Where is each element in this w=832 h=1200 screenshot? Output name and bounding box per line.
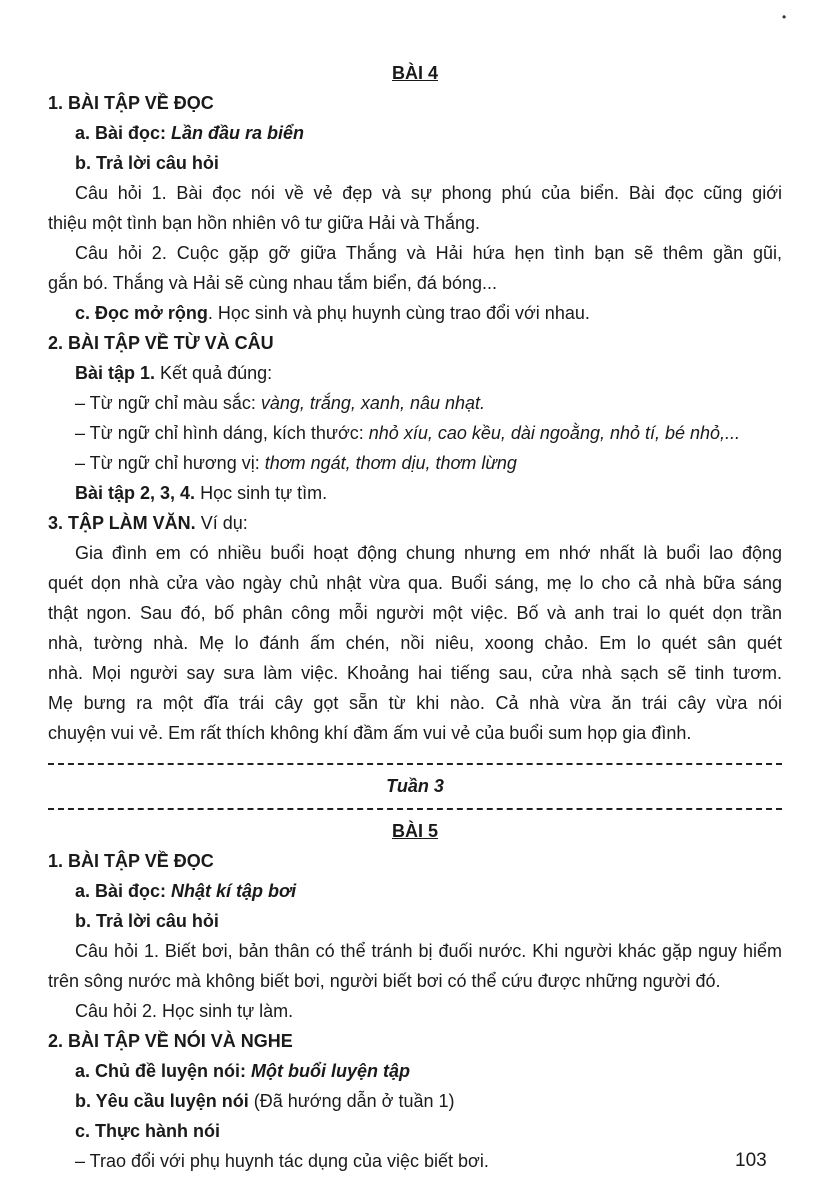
lesson-title	[48, 816, 782, 846]
text-segment: Học sinh tự tìm.	[195, 483, 328, 503]
page-number: 103	[735, 1150, 767, 1171]
paragraph-line: Mẹ bưng ra một đĩa trái cây gọt sẵn từ khi nào. Cả nhà vừa ăn trái cây vừa nói	[48, 693, 782, 713]
text-segment: – Từ ngữ chỉ hương vị:	[75, 453, 265, 473]
section-item	[48, 298, 782, 328]
section-heading	[48, 328, 782, 358]
text-segment: 2. BÀI TẬP VỀ NÓI VÀ NGHE	[48, 1031, 293, 1051]
section-heading	[48, 846, 782, 876]
paragraph-line: chuyện vui vẻ. Em rất thích không khí đầm ấm vui vẻ của buổi sum họp gia đình.	[48, 723, 692, 743]
section-heading	[48, 88, 782, 118]
paragraph-line: thật ngon. Sau đó, bố phân công mỗi người một việc. Bố và anh trai lo quét dọn trần	[48, 603, 782, 623]
text-segment: Kết quả đúng:	[155, 363, 273, 383]
text-segment: c. Thực hành nói	[75, 1121, 221, 1141]
text-segment: 1. BÀI TẬP VỀ ĐỌC	[48, 93, 214, 113]
section-item	[48, 876, 782, 906]
text-segment: thơm ngát, thơm dịu, thơm lừng	[264, 453, 517, 473]
text-segment: nhỏ xíu, cao kều, dài ngoằng, nhỏ tí, bé nhỏ,...	[368, 423, 741, 443]
section-item	[48, 1116, 782, 1146]
section-heading	[48, 508, 782, 538]
document-page	[48, 58, 782, 1176]
paragraph	[48, 178, 782, 238]
section-item	[48, 388, 782, 418]
section-item	[48, 1086, 782, 1116]
text-segment: – Từ ngữ chỉ màu sắc:	[75, 393, 261, 413]
section-item	[48, 906, 782, 936]
text-segment: – Trao đổi với phụ huynh tác dụng của việc biết bơi.	[75, 1151, 489, 1171]
text-segment: b. Trả lời câu hỏi	[75, 911, 219, 931]
paragraph-line: nhà. Mọi người say sưa làm việc. Khoảng hai tiếng sau, cửa nhà sạch sẽ tinh tươm.	[48, 663, 782, 683]
text-segment: b. Yêu cầu luyện nói	[75, 1091, 249, 1111]
text-segment: Ví dụ:	[195, 513, 248, 533]
section-item	[48, 418, 782, 448]
text-segment: – Từ ngữ chỉ hình dáng, kích thước:	[75, 423, 369, 443]
text-segment: Tuần 3	[386, 776, 444, 796]
section-item	[48, 1056, 782, 1086]
section-item	[48, 478, 782, 508]
paragraph-line: trên sông nước mà không biết bơi, người biết bơi có thể cứu được những người đó.	[48, 971, 721, 991]
week-label	[48, 771, 782, 801]
text-segment: 2. BÀI TẬP VỀ TỪ VÀ CÂU	[48, 333, 274, 353]
paragraph-line: quét dọn nhà cửa vào ngày chủ nhật vừa qua. Buổi sáng, mẹ lo cho cả nhà bữa sáng	[48, 573, 782, 593]
paragraph-line: Gia đình em có nhiều buổi hoạt động chung nhưng em nhớ nhất là buổi lao động	[75, 543, 782, 563]
text-segment: BÀI 4	[391, 63, 438, 83]
dashed-divider	[48, 763, 782, 765]
text-segment: BÀI 5	[391, 821, 438, 841]
text-segment: a. Chủ đề luyện nói:	[75, 1061, 252, 1081]
section-item	[48, 118, 782, 148]
text-segment: a. Bài đọc:	[75, 123, 172, 143]
text-segment: c. Đọc mở rộng	[75, 303, 208, 323]
paragraph-line: nhà, tường nhà. Mẹ lo đánh ấm chén, nồi niêu, xoong chảo. Em lo quét sân quét	[48, 633, 782, 653]
section-heading	[48, 1026, 782, 1056]
paragraph	[48, 936, 782, 996]
text-segment: 3. TẬP LÀM VĂN.	[48, 513, 196, 533]
text-segment: Một buổi luyện tập	[251, 1061, 411, 1081]
section-item	[48, 996, 782, 1026]
paragraph-line: gắn bó. Thắng và Hải sẽ cùng nhau tắm biển, đá bóng...	[48, 273, 497, 293]
text-segment: Câu hỏi 2. Học sinh tự làm.	[75, 1001, 294, 1021]
corner-mark: •	[782, 10, 787, 24]
paragraph	[48, 238, 782, 298]
text-segment: 1. BÀI TẬP VỀ ĐỌC	[48, 851, 214, 871]
paragraph-line: Câu hỏi 2. Cuộc gặp gỡ giữa Thắng và Hải hứa hẹn tình bạn sẽ thêm gần gũi,	[75, 243, 782, 263]
paragraph-line: thiệu một tình bạn hồn nhiên vô tư giữa Hải và Thắng.	[48, 213, 481, 233]
section-item	[48, 148, 782, 178]
dashed-divider	[48, 808, 782, 810]
text-segment: (Đã hướng dẫn ở tuần 1)	[248, 1091, 455, 1111]
text-segment: Nhật kí tập bơi	[171, 881, 297, 901]
spacer	[48, 748, 782, 756]
text-segment: a. Bài đọc:	[75, 881, 172, 901]
text-segment: . Học sinh và phụ huynh cùng trao đổi với nhau.	[207, 303, 590, 323]
section-item	[48, 448, 782, 478]
text-segment: Lần đầu ra biển	[171, 123, 305, 143]
paragraph-line: Câu hỏi 1. Biết bơi, bản thân có thể tránh bị đuối nước. Khi người khác gặp nguy hiểm	[75, 941, 782, 961]
section-item	[48, 358, 782, 388]
lesson-title	[48, 58, 782, 88]
text-segment: vàng, trắng, xanh, nâu nhạt.	[260, 393, 486, 413]
paragraph	[48, 538, 782, 748]
text-segment: Bài tập 2, 3, 4.	[75, 483, 196, 503]
paragraph-line: Câu hỏi 1. Bài đọc nói về vẻ đẹp và sự phong phú của biển. Bài đọc cũng giới	[75, 183, 782, 203]
text-segment: Bài tập 1.	[75, 363, 156, 383]
text-segment: b. Trả lời câu hỏi	[75, 153, 219, 173]
section-item	[48, 1146, 782, 1176]
